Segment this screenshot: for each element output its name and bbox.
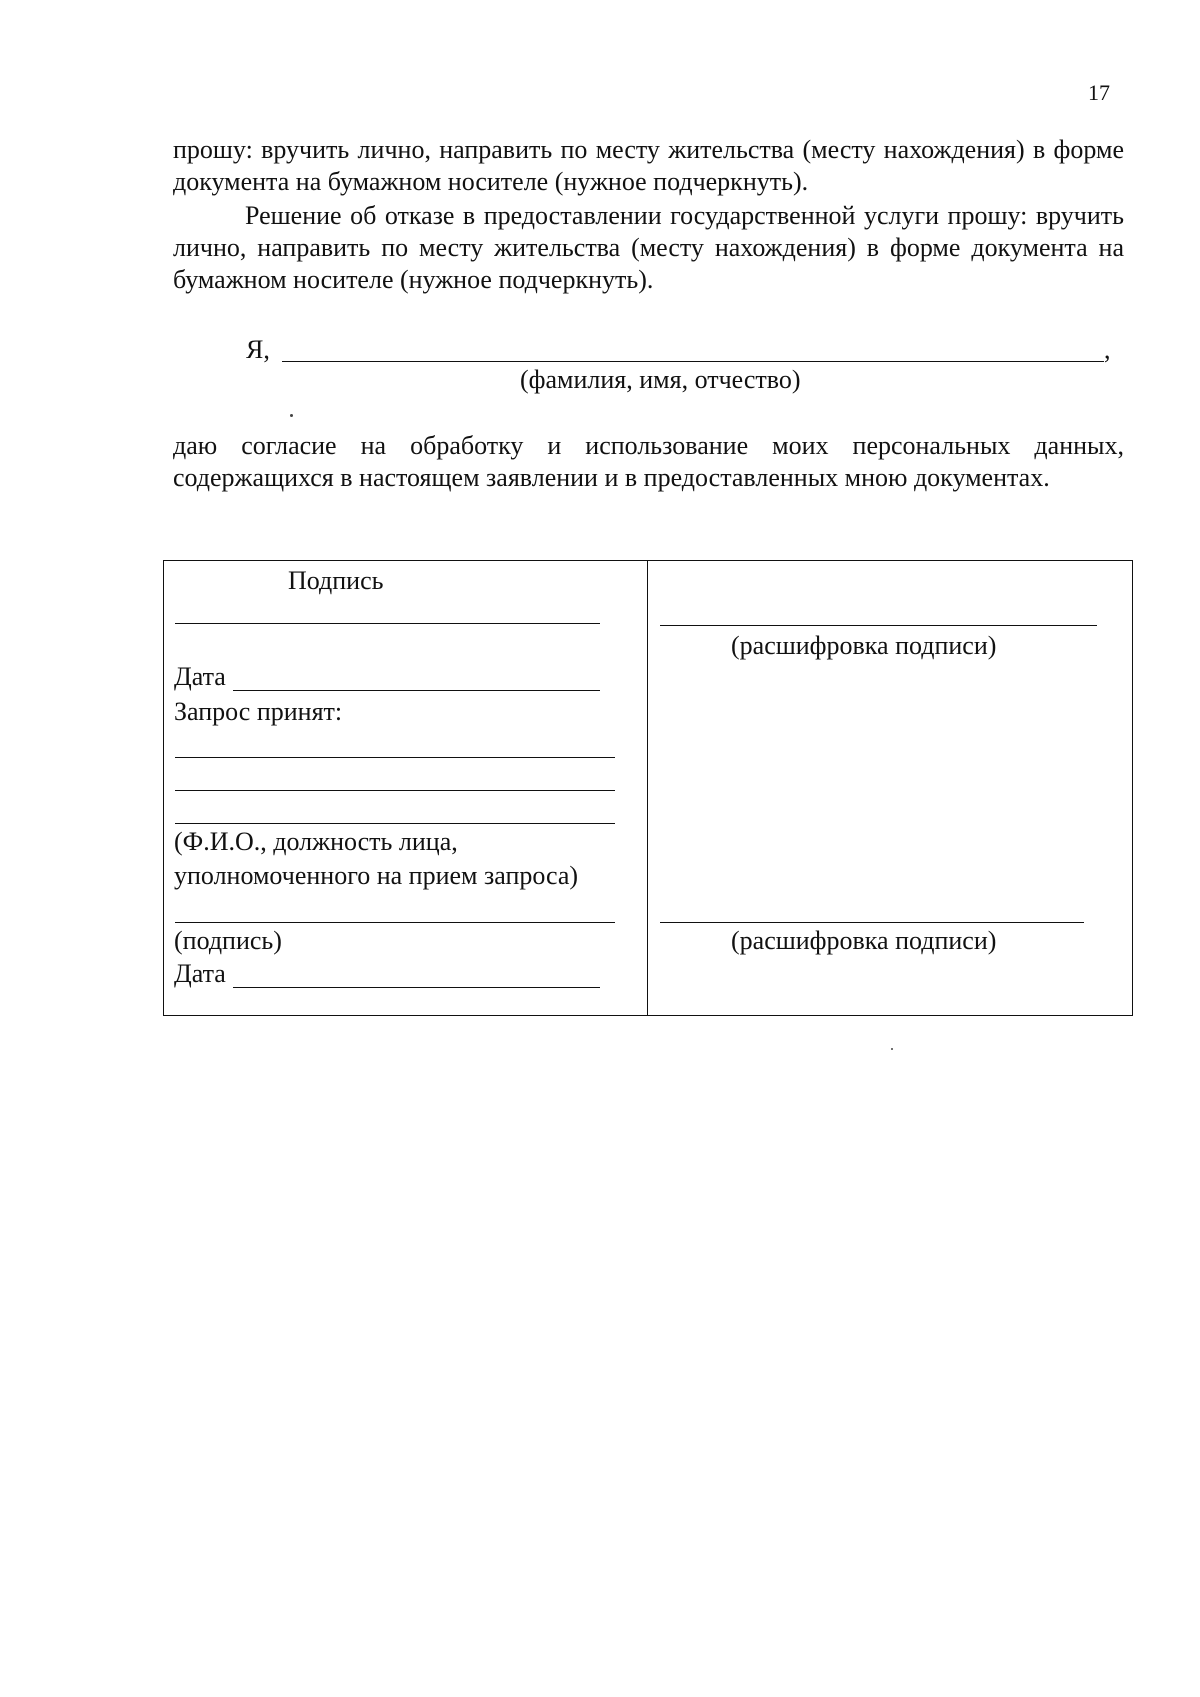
refusal-paragraph: Решение об отказе в предоставлении государственной услуги прошу: вручить лично, направить по месту жительства (месту нахождения) в форме документа на бумажном носителе (нужное подчеркнуть). [173,201,1124,294]
official-caption-line1: (Ф.И.О., должность лица, [174,827,458,856]
fio-line [282,361,1104,362]
official-signature-line [175,922,615,923]
signature-line [175,623,600,624]
delivery-paragraph: прошу: вручить лично, направить по месту жительства (месту нахождения) в форме документа на бумажном носителе (нужное подчеркнуть). [173,135,1124,196]
signature-label: Подпись [288,566,384,595]
date-label-1: Дата [174,662,226,691]
scan-speck [290,414,293,417]
consent-suffix: , [1104,335,1111,364]
official-line-3 [175,823,615,824]
scan-speck-2 [891,1048,893,1050]
decode-caption-1: (расшифровка подписи) [731,631,997,660]
date-label-2: Дата [174,959,226,988]
consent-paragraph: даю согласие на обработку и использование моих персональных данных, содержащихся в настоящем заявлении и в предоставленных мною документах. [173,431,1124,492]
decode-caption-2: (расшифровка подписи) [731,926,997,955]
date-line-1 [233,690,600,691]
request-accepted-label: Запрос принят: [174,697,343,726]
date-line-2 [233,987,600,988]
decode-line-1 [660,625,1097,626]
signature-caption: (подпись) [174,926,282,955]
page-number: 17 [1088,80,1110,105]
fio-caption: (фамилия, имя, отчество) [520,365,801,394]
consent-prefix: Я, [246,335,270,364]
official-line-1 [175,757,615,758]
official-line-2 [175,790,615,791]
decode-line-2 [660,922,1084,923]
table-divider [647,560,648,1016]
official-caption-line2: уполномоченного на прием запроса) [174,861,579,890]
